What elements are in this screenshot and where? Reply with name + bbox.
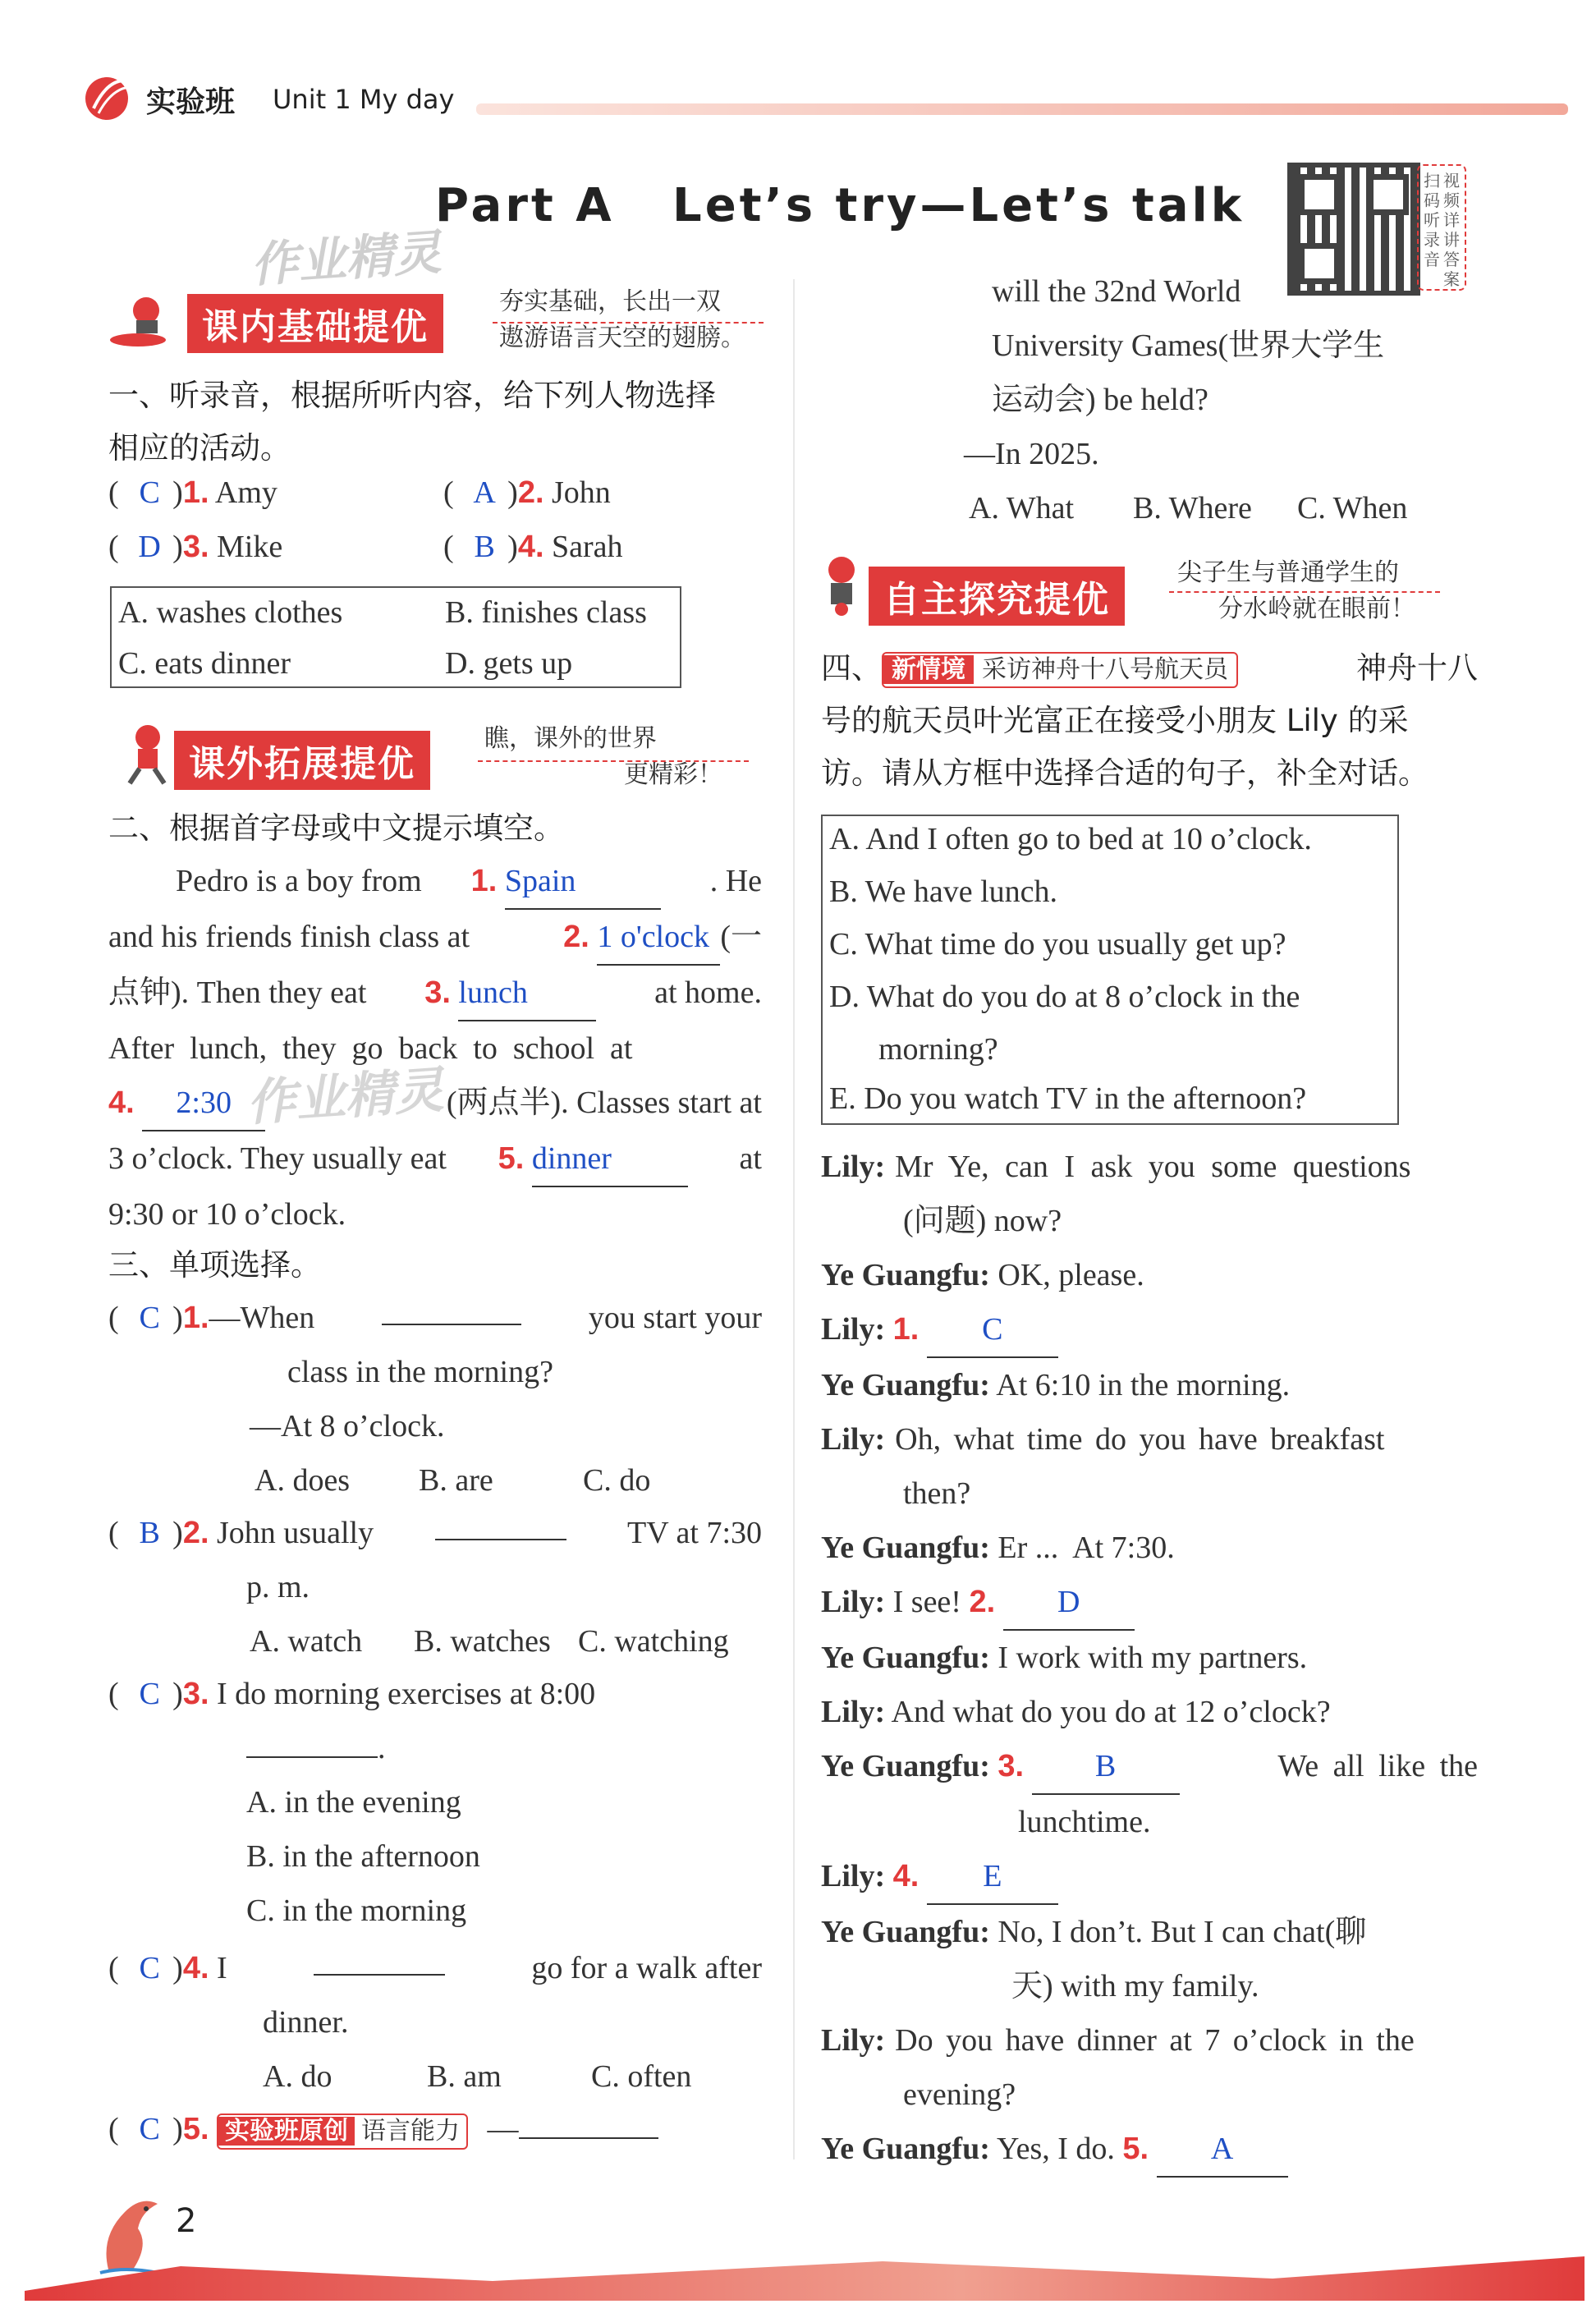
q4-option-d: D. What do you do at 8 o’clock in the: [829, 980, 1300, 1014]
blank-1: Spain: [505, 854, 661, 910]
column-divider: [793, 279, 795, 2159]
q3-item-5: ( C )5. 实验班原创 语言能力 —: [108, 2102, 762, 2156]
section-banner-2: 课外拓展提优: [174, 731, 430, 790]
section-banner-1: 课内基础提优: [187, 294, 443, 353]
q4-dialog: Lily: Mr Ye, can I ask you some questions (问题) now? Ye Guangfu: OK, please. Lily: 1. C Ye Guangfu: At 6:10 in the morning. Lily: Oh, what time do you have breakfast then? Ye Guangfu: Er ... At 7:30. Lily: I see! 2. D Ye Guangfu: I work with my partners. Lily: And what do you do at 12 o’clock? Ye Guangfu: 3. B We all like the lunchtime. Lily: 4. E Ye Guangfu: No, I don’t. But I can chat(聊 天) with my family. Lily: Do you have dinner at 7 o’clock in the evening? Ye Guangfu: Yes, I do. 5. A: [821, 1140, 1478, 2178]
blank-3: lunch: [458, 966, 596, 1021]
blank-line: [519, 2104, 658, 2139]
q2-instruction: 二、根据首字母或中文提示填空。: [108, 810, 564, 846]
answer-mark: B: [474, 530, 495, 564]
header-unit: Unit 1 My day: [273, 84, 455, 115]
q3-item-4: ( C )4. I go for a walk after dinner. A. do B. am C. often: [108, 1941, 762, 2104]
header-bar: [476, 103, 1568, 115]
q1-item-2: ( A )2. John: [443, 475, 611, 510]
q4-option-d-cont: morning?: [878, 1032, 998, 1067]
dialog-blank-2: D: [1003, 1575, 1135, 1631]
q3-item-1: ( C )1.—When you start your class in the morning? —At 8 o’clock. A. does B. are C. do: [108, 1291, 762, 1508]
new-context-tag: 新情境 采访神舟十八号航天员: [882, 652, 1238, 688]
q3-item-2: ( B )2. John usually TV at 7:30 p. m. A. watch B. watches C. watching: [108, 1506, 762, 1668]
q4-instruction: 四、 新情境 采访神舟十八号航天员 神舟十八 号的航天员叶光富正在接受小朋友 Lily 的采 访。请从方框中选择合适的句子，补全对话。: [821, 650, 1478, 791]
answer-mark: A: [473, 475, 496, 510]
dialog-blank-1: C: [927, 1302, 1058, 1358]
page-title: Part A Let’s try—Let’s talk: [435, 179, 1245, 232]
qr-side-text: 扫 码 听 录 音 视 频 详 讲 答 案: [1417, 164, 1466, 291]
dolphin-icon: [92, 2187, 174, 2278]
header: [82, 72, 1486, 122]
q1-option-d: D. gets up: [445, 646, 573, 681]
q4-option-c: C. What time do you usually get up?: [829, 927, 1286, 962]
blank-5: dinner: [532, 1131, 688, 1187]
mascot-runner-icon: [105, 721, 184, 787]
q1-item-3: ( D )3. Mike: [108, 530, 283, 564]
watermark: 作业精灵: [249, 223, 443, 293]
q3-instruction: 三、单项选择。: [108, 1247, 321, 1283]
q1-instruction: 一、听录音，根据所听内容，给下列人物选择 相应的活动。: [108, 378, 716, 466]
q3-item-5-continued: will the 32nd World University Games(世界大学生 运动会) be held? —In 2025. A. What B. Where C. When: [964, 274, 1408, 526]
brand-logo-icon: [82, 72, 135, 122]
blank-2: 1 o'clock: [597, 910, 720, 966]
blank-4: 2:30: [142, 1076, 265, 1131]
q4-option-e: E. Do you watch TV in the afternoon?: [829, 1081, 1307, 1116]
blank-line: [382, 1291, 521, 1325]
section-divider-3: [1169, 591, 1440, 593]
q3-item-3: ( C )3. I do morning exercises at 8:00 . A. in the evening B. in the afternoon C. in the morning: [108, 1677, 596, 1928]
q4-option-b: B. We have lunch.: [829, 874, 1058, 909]
answer-mark: D: [138, 530, 161, 564]
dialog-blank-3: B: [1032, 1739, 1180, 1795]
blank-line: [435, 1506, 566, 1540]
mascot-thinker-icon: [814, 552, 869, 617]
q1-option-a: A. washes clothes: [118, 595, 343, 630]
section-slogan-1: 夯实基础，长出一双 遨游语言天空的翅膀。: [499, 287, 745, 352]
q1-option-c: C. eats dinner: [118, 646, 291, 681]
q1-option-box: [110, 586, 681, 688]
section-slogan-2: 瞧，课外的世界 更精彩！: [484, 724, 722, 789]
dialog-blank-4: E: [927, 1849, 1058, 1905]
blank-line: [246, 1723, 378, 1758]
q4-option-box: [821, 815, 1399, 1125]
footer-wave: [25, 2251, 1585, 2301]
q1-item-1: ( C )1. Amy: [108, 475, 277, 510]
section-divider-2: [478, 760, 749, 762]
q4-option-a: A. And I often go to bed at 10 o’clock.: [829, 822, 1312, 856]
q2-passage: Pedro is a boy from 1. Spain . He and his friends finish class at 2. 1 o'clock (一 点钟). Then they eat 3. lunch at home. After lunch, they go back to school at 4. 2:30 (两点半). Classes start at 3 o’clock. They usually eat 5. dinner at 9:30 or 10 o’clock.: [108, 854, 762, 1241]
mascot-skater-icon: [105, 292, 187, 350]
section-banner-3: 自主探究提优: [869, 567, 1125, 626]
header-brand: 实验班: [146, 85, 236, 119]
original-tag: 实验班原创 语言能力: [217, 2114, 468, 2150]
blank-line: [314, 1941, 445, 1976]
q1-option-b: B. finishes class: [445, 595, 647, 630]
page-number: 2: [176, 2202, 197, 2240]
q1-item-4: ( B )4. Sarah: [443, 530, 623, 564]
watermark-2: 作业精灵: [245, 1061, 446, 1133]
section-slogan-3: 尖子生与普通学生的 分水岭就在眼前！: [1177, 558, 1415, 623]
dialog-blank-5: A: [1157, 2122, 1288, 2178]
answer-mark: C: [139, 475, 160, 510]
section-divider-1: [493, 322, 764, 324]
